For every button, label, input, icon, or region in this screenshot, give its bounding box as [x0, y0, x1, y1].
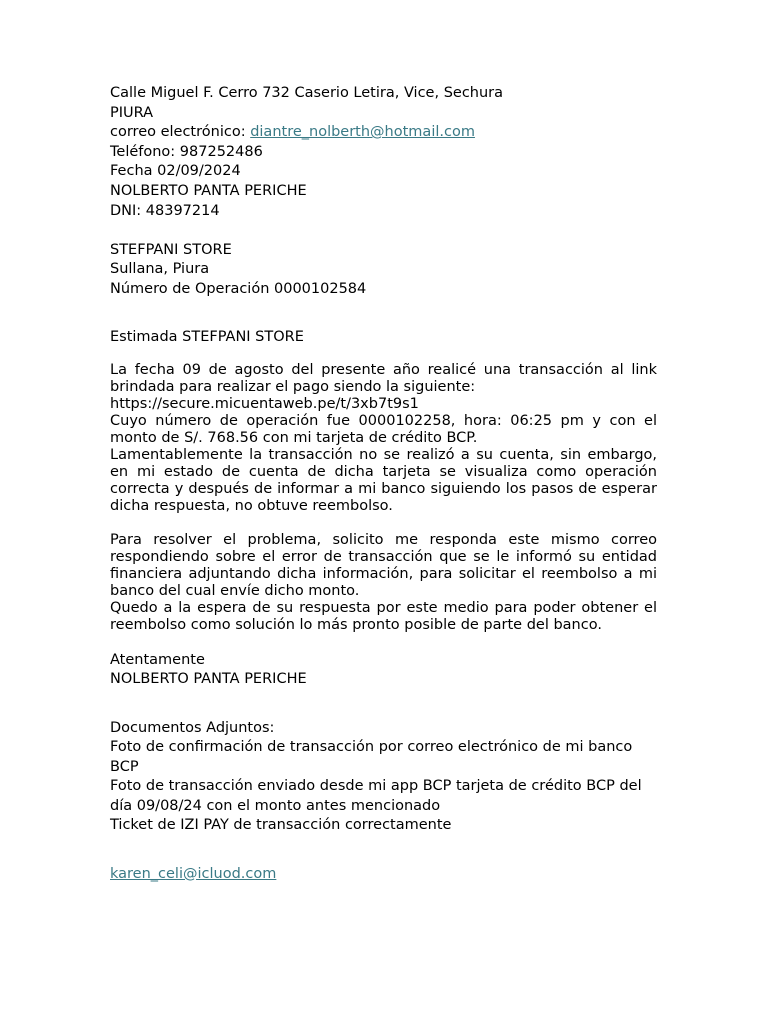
greeting: Estimada STEFPANI STORE [110, 329, 304, 346]
body-p1-line-1: La fecha 09 de agosto del presente año realicé una transacción al link brindada para realizar el pago siendo la siguiente: [110, 361, 657, 395]
attachments-title: Documentos Adjuntos: [110, 719, 275, 736]
body-paragraph-2 [110, 532, 657, 634]
transaction-link-text: https://secure.micuentaweb.pe/t/3xb7t9s1 [110, 395, 419, 412]
footer-email-line [110, 865, 657, 885]
attachment-item: Foto de confirmación de transacción por correo electrónico de mi banco BCP [110, 739, 633, 775]
spacer [110, 300, 657, 320]
recipient-name: STEFPANI STORE [110, 241, 232, 258]
attachment-item: Ticket de IZI PAY de transacción correctamente [110, 817, 452, 834]
sender-name: NOLBERTO PANTA PERICHE [110, 182, 307, 199]
footer-email-link[interactable]: karen_celi@icluod.com [110, 865, 277, 882]
spacer [110, 319, 657, 328]
spacer [110, 634, 657, 651]
body-p2-line-2: Quedo a la espera de su respuesta por este medio para poder obtener el reembolso como solución lo más pronto posible de parte del banco. [110, 599, 657, 633]
spacer [110, 856, 657, 865]
recipient-location: Sullana, Piura [110, 261, 210, 278]
body-paragraph-1 [110, 362, 657, 515]
spacer [110, 710, 657, 719]
sender-address: Calle Miguel F. Cerro 732 Caserio Letira, Vice, Sechura [110, 85, 504, 101]
spacer [110, 221, 657, 241]
sender-region: PIURA [110, 104, 154, 121]
sender-email-link[interactable]: diantre_nolberth@hotmail.com [250, 124, 475, 141]
attachment-item: Foto de transacción enviado desde mi app BCP tarjeta de crédito BCP del día 09/08/24 con el monto antes mencionado [110, 778, 642, 814]
body-p1-line-3: Cuyo número de operación fue 0000102258, hora: 06:25 pm y con el monto de S/. 768.56 con mi tarjeta de crédito BCP. [110, 412, 657, 446]
spacer [110, 836, 657, 856]
closing-name: NOLBERTO PANTA PERICHE [110, 671, 307, 688]
sender-email-line [110, 123, 657, 143]
operation-number: Número de Operación 0000102584 [110, 280, 367, 297]
sender-phone: Teléfono: 987252486 [110, 143, 263, 160]
sender-dni: DNI: 48397214 [110, 202, 220, 219]
closing-salutation: Atentamente [110, 651, 205, 668]
spacer [110, 348, 657, 362]
spacer [110, 690, 657, 710]
spacer [110, 515, 657, 532]
letter-date: Fecha 02/09/2024 [110, 163, 241, 180]
body-p2-line-1: Para resolver el problema, solicito me responda este mismo correo respondiendo sobre el error de transacción que se le informó su entidad financiera adjuntando dicha información, para solicitar el reembolso a mi banco del cual envíe dicho monto. [110, 531, 657, 599]
sender-email-label: correo electrónico: [110, 124, 251, 141]
body-p1-line-4: Lamentablemente la transacción no se realizó a su cuenta, sin embargo, en mi estado de cuenta de dicha tarjeta se visualiza como operación correcta y después de informar a mi banco siguiendo los pasos de esperar dicha respuesta, no obtuve reembolso. [110, 446, 657, 514]
letter [110, 84, 657, 884]
